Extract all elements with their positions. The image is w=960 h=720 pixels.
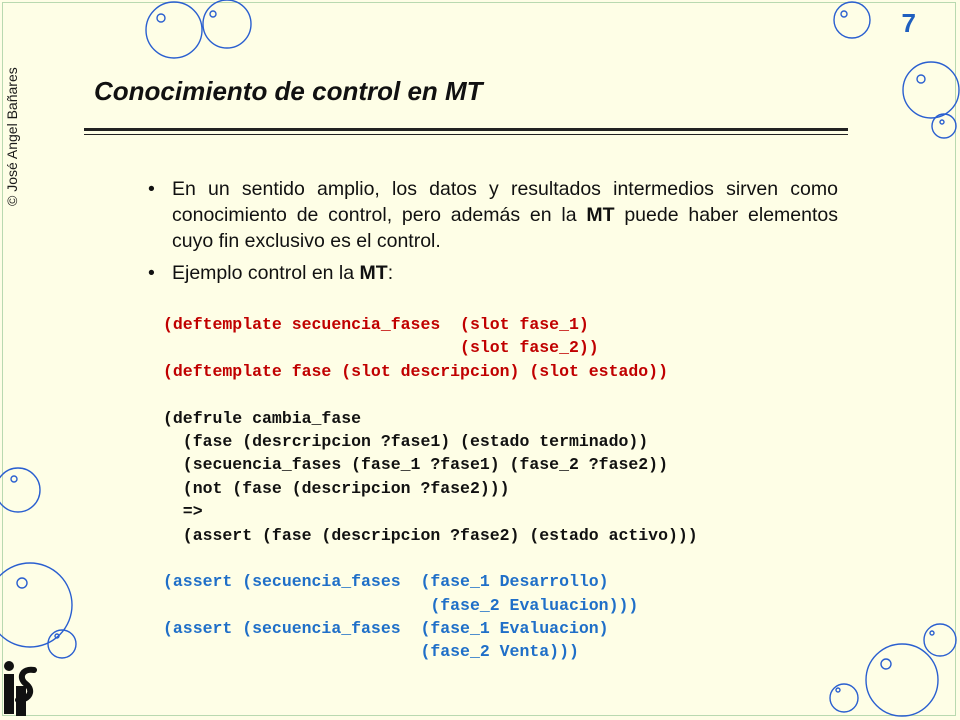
bullet-item: [148, 260, 838, 286]
code-line: [163, 383, 698, 406]
bubble: [930, 631, 934, 635]
bullet-text-part: :: [387, 262, 394, 284]
bubble: [834, 2, 870, 38]
code-line: (secuencia_fases (fase_1 ?fase1) (fase_2 ?fase2)): [163, 455, 668, 475]
code-line: (assert (secuencia_fases (fase_1 Desarrollo): [163, 572, 609, 592]
code-line: (deftemplate secuencia_fases (slot fase_1): [163, 315, 589, 334]
code-line: (fase_2 Evaluacion))): [163, 595, 639, 615]
code-line: (fase_2 Venta))): [163, 642, 579, 662]
bullet-dot: •: [148, 178, 155, 200]
bubble: [836, 688, 840, 692]
code-line: (slot fase_2)): [163, 338, 599, 358]
bubble: [917, 75, 925, 83]
bubble: [830, 684, 858, 712]
bubble: [924, 624, 956, 656]
bubble: [0, 468, 40, 512]
code-line: (deftemplate fase (slot descripcion) (slot estado)): [163, 361, 668, 381]
bullet-text-part: Ejemplo control en la: [172, 262, 360, 284]
bullet-text: [172, 260, 838, 286]
code-line: (assert (fase (descripcion ?fase2) (estado activo))): [163, 525, 698, 545]
code-line: (not (fase (descripcion ?fase2))): [163, 478, 510, 498]
bubble: [866, 644, 938, 716]
bubble: [11, 476, 17, 482]
bubble: [203, 0, 251, 48]
code-line: =>: [163, 502, 203, 522]
bullet-text-part: puede haber elementos cuyo fin exclusivo es el control.: [172, 204, 838, 252]
bubble: [17, 578, 27, 588]
bubble: [932, 114, 956, 138]
page-number: 7: [901, 8, 916, 38]
bubble: [0, 563, 72, 647]
bubble: [903, 62, 959, 118]
bubble: [146, 2, 202, 58]
code-line: [163, 547, 698, 570]
title-rule-thin: [84, 134, 848, 135]
code-line: (assert (secuencia_fases (fase_1 Evaluacion): [163, 619, 609, 639]
page-title: Conocimiento de control en MT: [94, 76, 483, 106]
bubble: [157, 14, 165, 22]
copyright-label: © José Angel Bañares: [4, 67, 20, 206]
bullet-list: [148, 176, 838, 292]
code-block: [163, 313, 698, 664]
bubble: [210, 11, 216, 17]
bubble: [48, 630, 76, 658]
title-rule-thick: [84, 128, 848, 131]
bullet-text-emphasis: MT: [359, 262, 388, 284]
bubble: [881, 659, 891, 669]
bubble: [841, 11, 847, 17]
bubble: [55, 634, 59, 638]
bullet-dot: •: [148, 262, 155, 284]
bubble: [940, 120, 944, 124]
code-line: (defrule cambia_fase: [163, 408, 362, 428]
iis-logo-icon: [0, 660, 44, 720]
bullet-text-part: En un sentido amplio, los datos y resultados intermedios sirven como conocimiento de control, pero además en la: [172, 178, 838, 226]
bullet-text-emphasis: MT: [586, 204, 615, 226]
bullet-text: [172, 176, 838, 254]
bullet-item: [148, 176, 838, 254]
code-line: (fase (desrcripcion ?fase1) (estado terminado)): [163, 431, 649, 451]
